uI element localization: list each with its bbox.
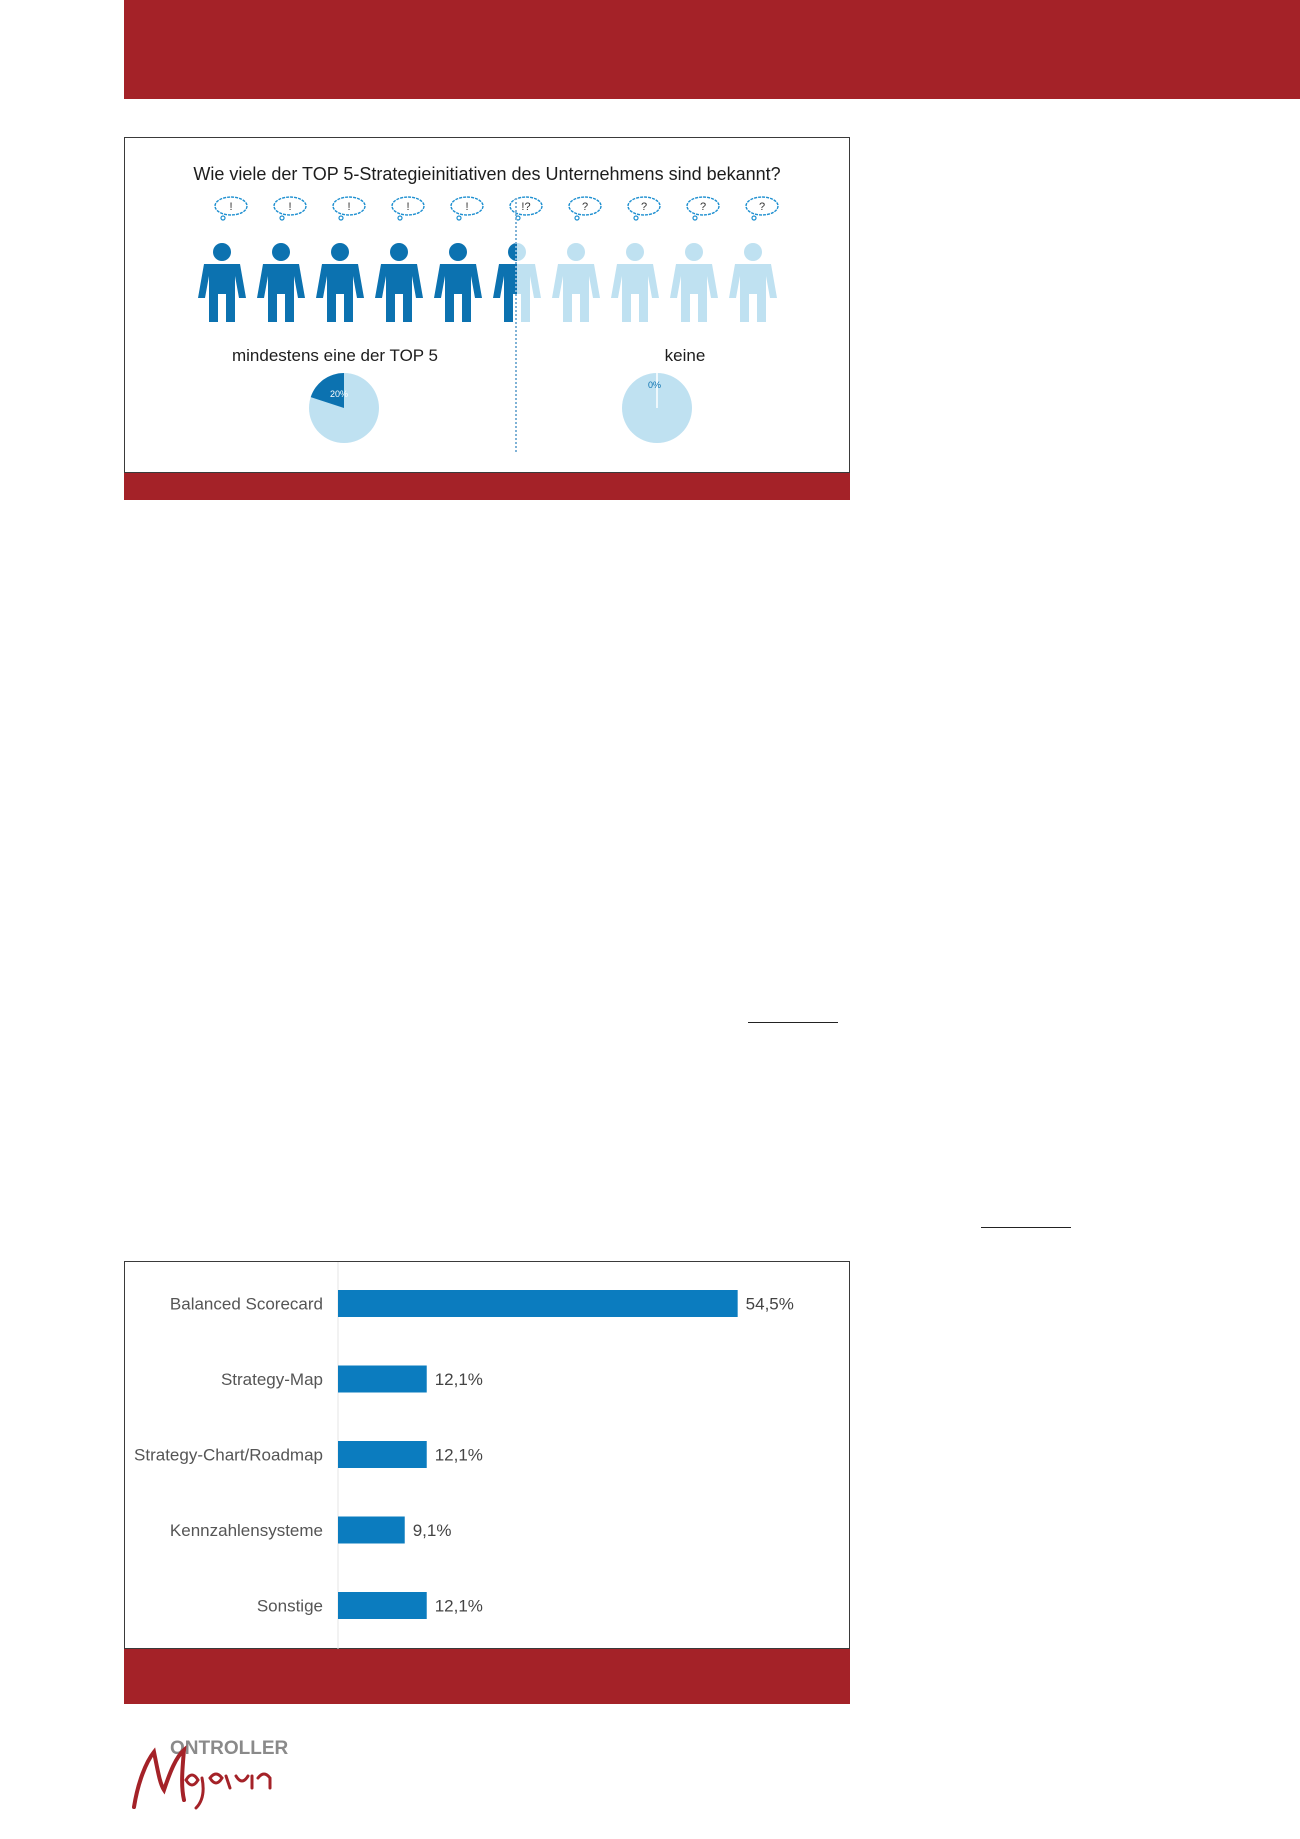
- value-label: 54,5%: [745, 1294, 794, 1314]
- bar: [338, 1517, 405, 1544]
- category-label: Strategy-Chart/Roadmap: [134, 1445, 323, 1465]
- figure1-caption-bar: [124, 473, 850, 500]
- thought-symbol: !: [229, 201, 233, 213]
- group-label-none: keine: [664, 346, 706, 365]
- figure-question: Wie viele der TOP 5-Strategieinitiativen des Unternehmens sind bekannt?: [193, 164, 781, 184]
- thought-bubble-icon: [569, 197, 601, 220]
- value-label: 12,1%: [434, 1445, 483, 1465]
- person-icon: [729, 243, 777, 322]
- thought-bubble-icon: [215, 197, 247, 220]
- thought-symbol: !: [465, 201, 469, 213]
- bar: [338, 1441, 427, 1468]
- person-icon: [611, 243, 659, 322]
- bar-chart: [125, 1262, 851, 1650]
- person-icon: [670, 243, 718, 322]
- thought-symbol: !: [406, 201, 410, 213]
- logo-word: ONTROLLER: [170, 1738, 289, 1759]
- group-label-known: mindestens eine der TOP 5: [231, 346, 439, 365]
- person-icon: [198, 243, 246, 322]
- thought-bubble-icon: [451, 197, 483, 220]
- category-label: Kennzahlensysteme: [169, 1521, 323, 1540]
- header-band: [124, 0, 1300, 99]
- person-icon: [257, 243, 305, 322]
- person-icon: [375, 243, 423, 322]
- thought-symbol: ?: [581, 201, 589, 213]
- category-label: Sonstige: [256, 1596, 323, 1616]
- thought-bubble-icon: [687, 197, 719, 220]
- footnote-rule: [748, 1022, 838, 1023]
- pie-label-none: 0%: [648, 380, 662, 390]
- figure2-caption-bar: [124, 1649, 850, 1704]
- bar: [338, 1366, 427, 1393]
- person-icon: [552, 243, 600, 322]
- thought-symbol: ?: [699, 201, 707, 213]
- value-label: 12,1%: [434, 1596, 483, 1616]
- thought-symbol: !: [288, 201, 292, 213]
- thought-symbol: ?: [758, 201, 766, 213]
- person-icon: [434, 243, 482, 322]
- person-icon: [316, 243, 364, 322]
- value-label: 9,1%: [412, 1521, 452, 1540]
- thought-bubble-icon: [392, 197, 424, 220]
- figure-strategy-awareness: [124, 137, 850, 473]
- thought-bubble-icon: [274, 197, 306, 220]
- pie-chart-none: [621, 372, 693, 444]
- person-icon: [493, 243, 541, 322]
- pie-label-known: 20%: [330, 389, 349, 399]
- thought-bubble-icon: [628, 197, 660, 220]
- group-divider: [515, 198, 517, 452]
- category-label: Strategy-Map: [220, 1370, 323, 1389]
- thought-symbol: !?: [521, 201, 531, 213]
- thought-symbol: ?: [640, 201, 648, 213]
- figure-tools-bar-chart: [124, 1261, 850, 1649]
- controller-magazin-logo: [124, 1732, 294, 1828]
- bar: [338, 1290, 738, 1317]
- thought-symbol: !: [347, 201, 351, 213]
- thought-bubble-icon: [333, 197, 365, 220]
- value-label: 12,1%: [434, 1370, 483, 1389]
- pie-chart-known: [308, 372, 380, 444]
- footnote-rule: [981, 1227, 1071, 1228]
- thought-bubble-icon: [746, 197, 778, 220]
- people-icon-row: [125, 138, 851, 474]
- bar: [338, 1592, 427, 1619]
- category-label: Balanced Scorecard: [169, 1294, 323, 1314]
